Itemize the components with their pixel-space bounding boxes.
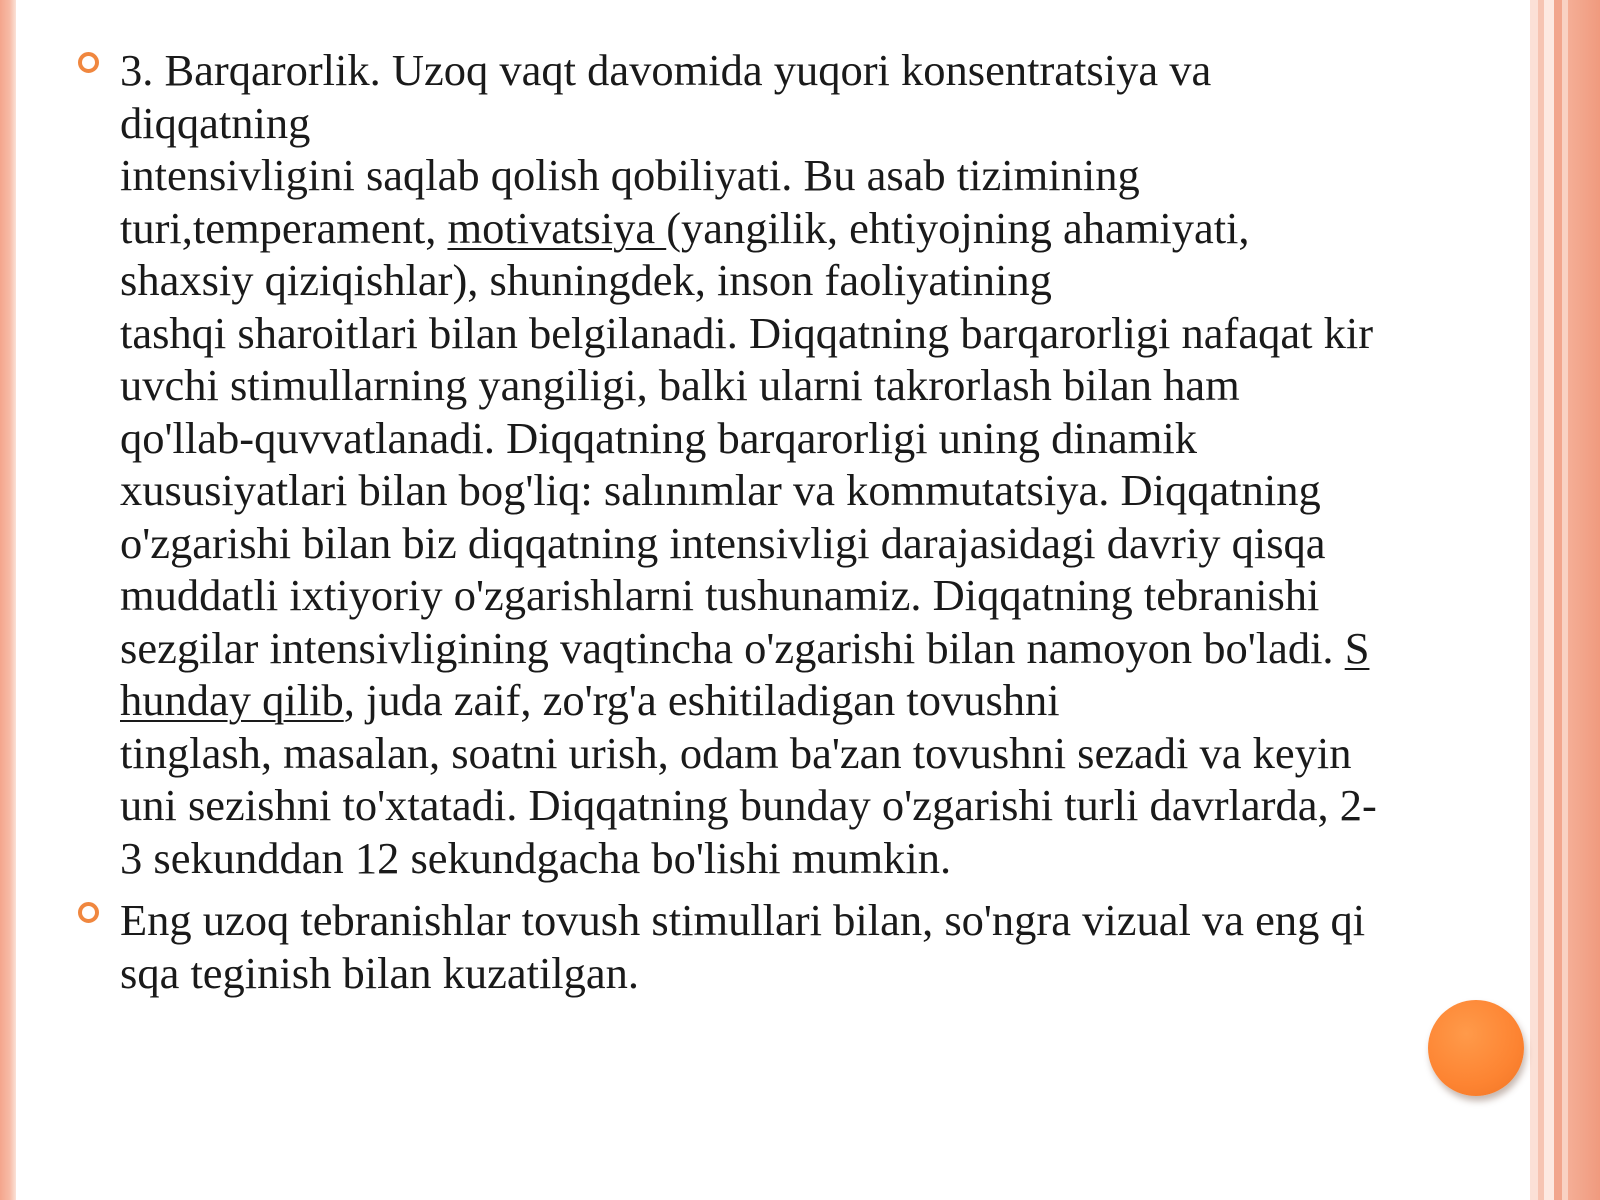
text-line: sqa teginish bilan kuzatilgan.: [120, 947, 640, 998]
text-line: qo'llab-quvvatlanadi. Diqqatning barqarorligi uning dinamik: [120, 412, 1198, 463]
text-line: tinglash, masalan, soatni urish, odam ba'zan tovushni sezadi va keyin: [120, 727, 1352, 778]
text-line: tashqi sharoitlari bilan belgilanadi. Diqqatning barqarorligi nafaqat kir: [120, 307, 1374, 358]
text-line: intensivligini saqlab qolish qobiliyati. Bu asab tizimining: [120, 150, 1140, 200]
text-line: shaxsiy qiziqishlar), shuningdek, inson faoliyatining: [120, 255, 1052, 305]
text-line: , juda zaif, zo'rg'a eshitiladigan tovushni: [343, 675, 1060, 725]
link-shunday-qilib-end[interactable]: hunday qilib: [120, 675, 344, 725]
bullet-circle-icon: [78, 902, 99, 923]
link-shunday-qilib-start[interactable]: S: [1344, 622, 1370, 673]
bullet-text-2: [120, 894, 1514, 999]
bullet-text-1: [120, 44, 1514, 884]
orange-circle-decoration: [1428, 1000, 1524, 1096]
text-line: 3. Barqarorlik. Uzoq vaqt davomida yuqori konsentratsiya va: [120, 45, 1212, 95]
text-line: Eng uzoq tebranishlar tovush stimullari bilan, so'ngra vizual va eng qi: [120, 895, 1366, 945]
left-border-decoration: [0, 0, 16, 1200]
right-stripe-decoration: [1530, 0, 1600, 1200]
text-line: 3 sekunddan 12 sekundgacha bo'lishi mumkin.: [120, 832, 952, 883]
bullet-item-2: [74, 894, 1514, 999]
text-line: uni sezishni to'xtatadi. Diqqatning bunday o'zgarishi turli davrlarda, 2-: [120, 780, 1377, 830]
bullet-circle-icon: [78, 52, 99, 73]
slide-content: [74, 44, 1514, 1009]
text-line: xususiyatlari bilan bog'liq: salınımlar va kommutatsiya. Diqqatning: [120, 465, 1321, 515]
bullet-item-1: [74, 44, 1514, 884]
text-line: o'zgarishi bilan biz diqqatning intensivligi darajasidagi davriy qisqa: [120, 517, 1326, 568]
text-line: uvchi stimullarning yangiligi, balki ularni takrorlash bilan ham: [120, 360, 1240, 410]
link-motivatsiya[interactable]: motivatsiya: [447, 202, 667, 253]
text-line: muddatli ixtiyoriy o'zgarishlarni tushunamiz. Diqqatning tebranishi: [120, 570, 1320, 620]
text-line: (yangilik, ehtiyojning ahamiyati,: [666, 202, 1250, 253]
text-line: sezgilar intensivligining vaqtincha o'zgarishi bilan namoyon bo'ladi.: [120, 622, 1345, 673]
text-line: diqqatning: [120, 97, 311, 148]
text-line: turi,temperament,: [120, 202, 448, 253]
